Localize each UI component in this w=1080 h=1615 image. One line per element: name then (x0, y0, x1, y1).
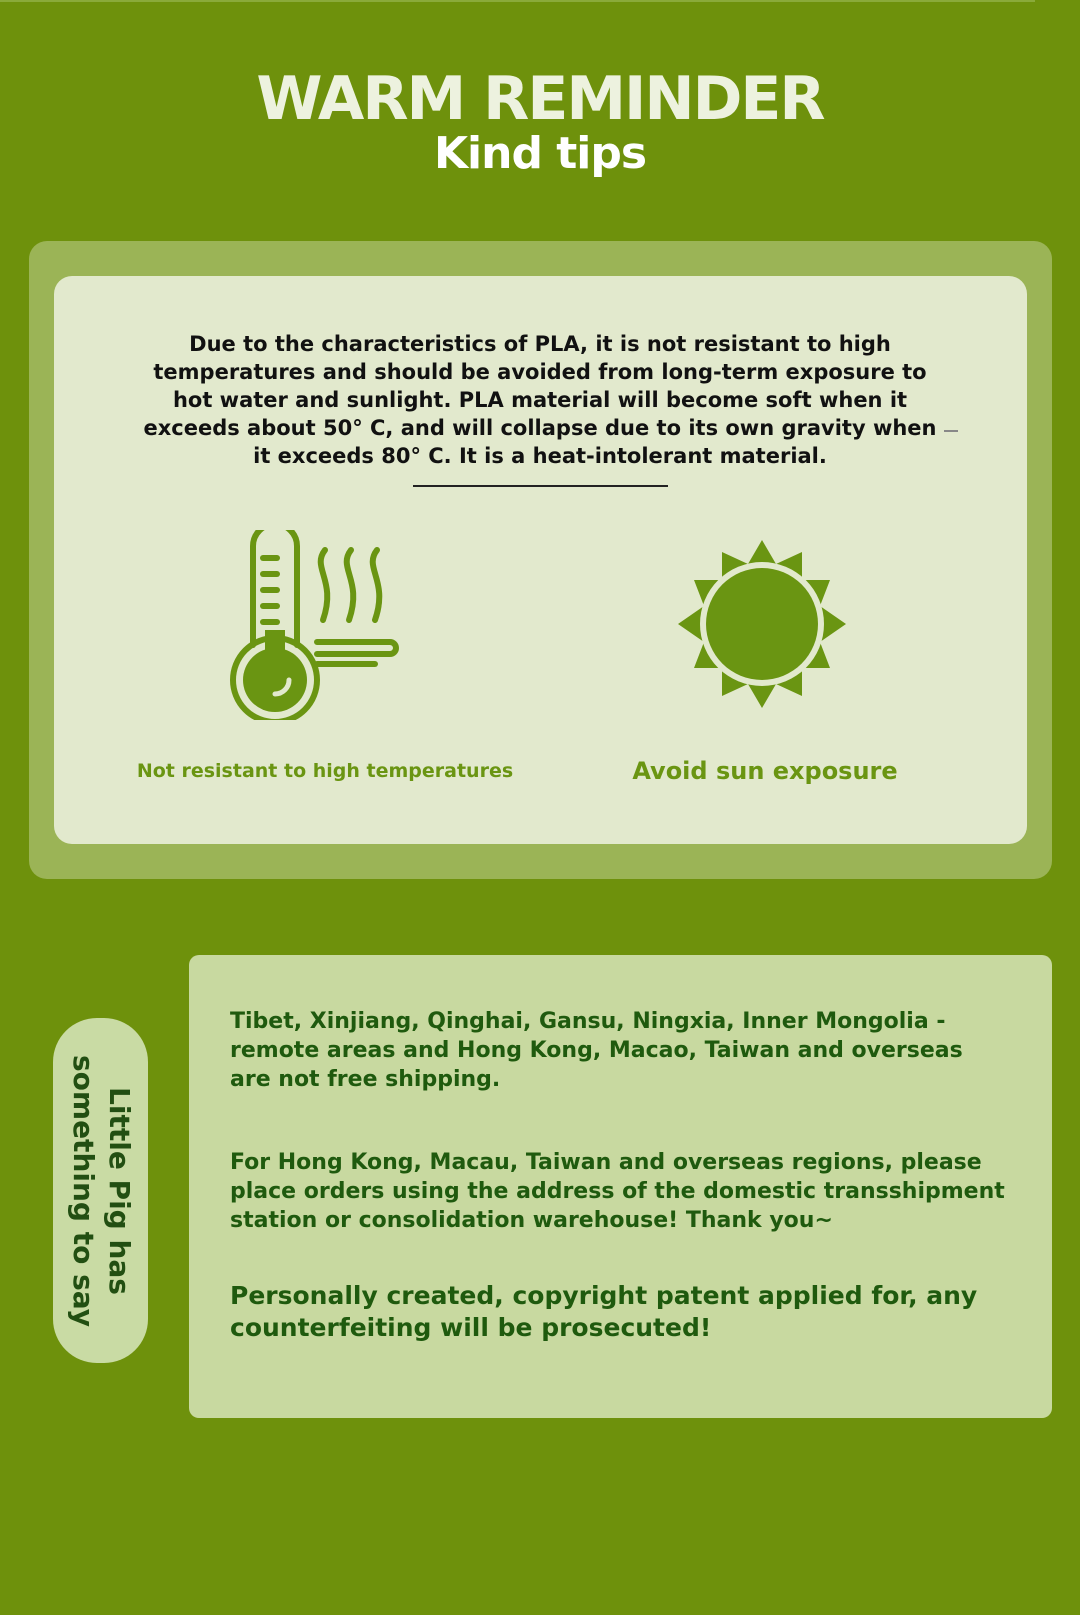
thermometer-heat-icon (225, 530, 405, 720)
temperature-warning-label: Not resistant to high temperatures (136, 760, 514, 782)
copyright-note: Personally created, copyright patent applied for, any counterfeiting will be prosecuted! (230, 1281, 978, 1342)
top-divider (0, 0, 1035, 2)
decorative-dash (944, 430, 958, 432)
sun-warning-label: Avoid sun exposure (632, 757, 898, 785)
shipping-note-remote: Tibet, Xinjiang, Qinghai, Gansu, Ningxia, Inner Mongolia - remote areas and Hong Kong, Macao, Taiwan and overseas are not free shipping. (230, 1009, 963, 1092)
pla-description: Due to the characteristics of PLA, it is not resistant to high temperatures and should be avoided from long-term exposure to hot water and sunlight. PLA material will become soft when it exceeds about 50° C, and will collapse due to its own gravity when it exceeds 80° C. It is a heat-intolerant material. (143, 332, 937, 468)
side-banner-text: Little Pig has something to say (66, 1054, 136, 1327)
page-subtitle: Kind tips (433, 128, 647, 179)
side-banner (53, 1018, 148, 1363)
page-title: WARM REMINDER (256, 64, 824, 134)
text-underline-divider (413, 485, 668, 487)
sun-icon (672, 534, 852, 714)
shipping-note-overseas: For Hong Kong, Macau, Taiwan and overseas regions, please place orders using the address of the domestic transshipment station or consolidation warehouse! Thank you~ (230, 1150, 1005, 1233)
